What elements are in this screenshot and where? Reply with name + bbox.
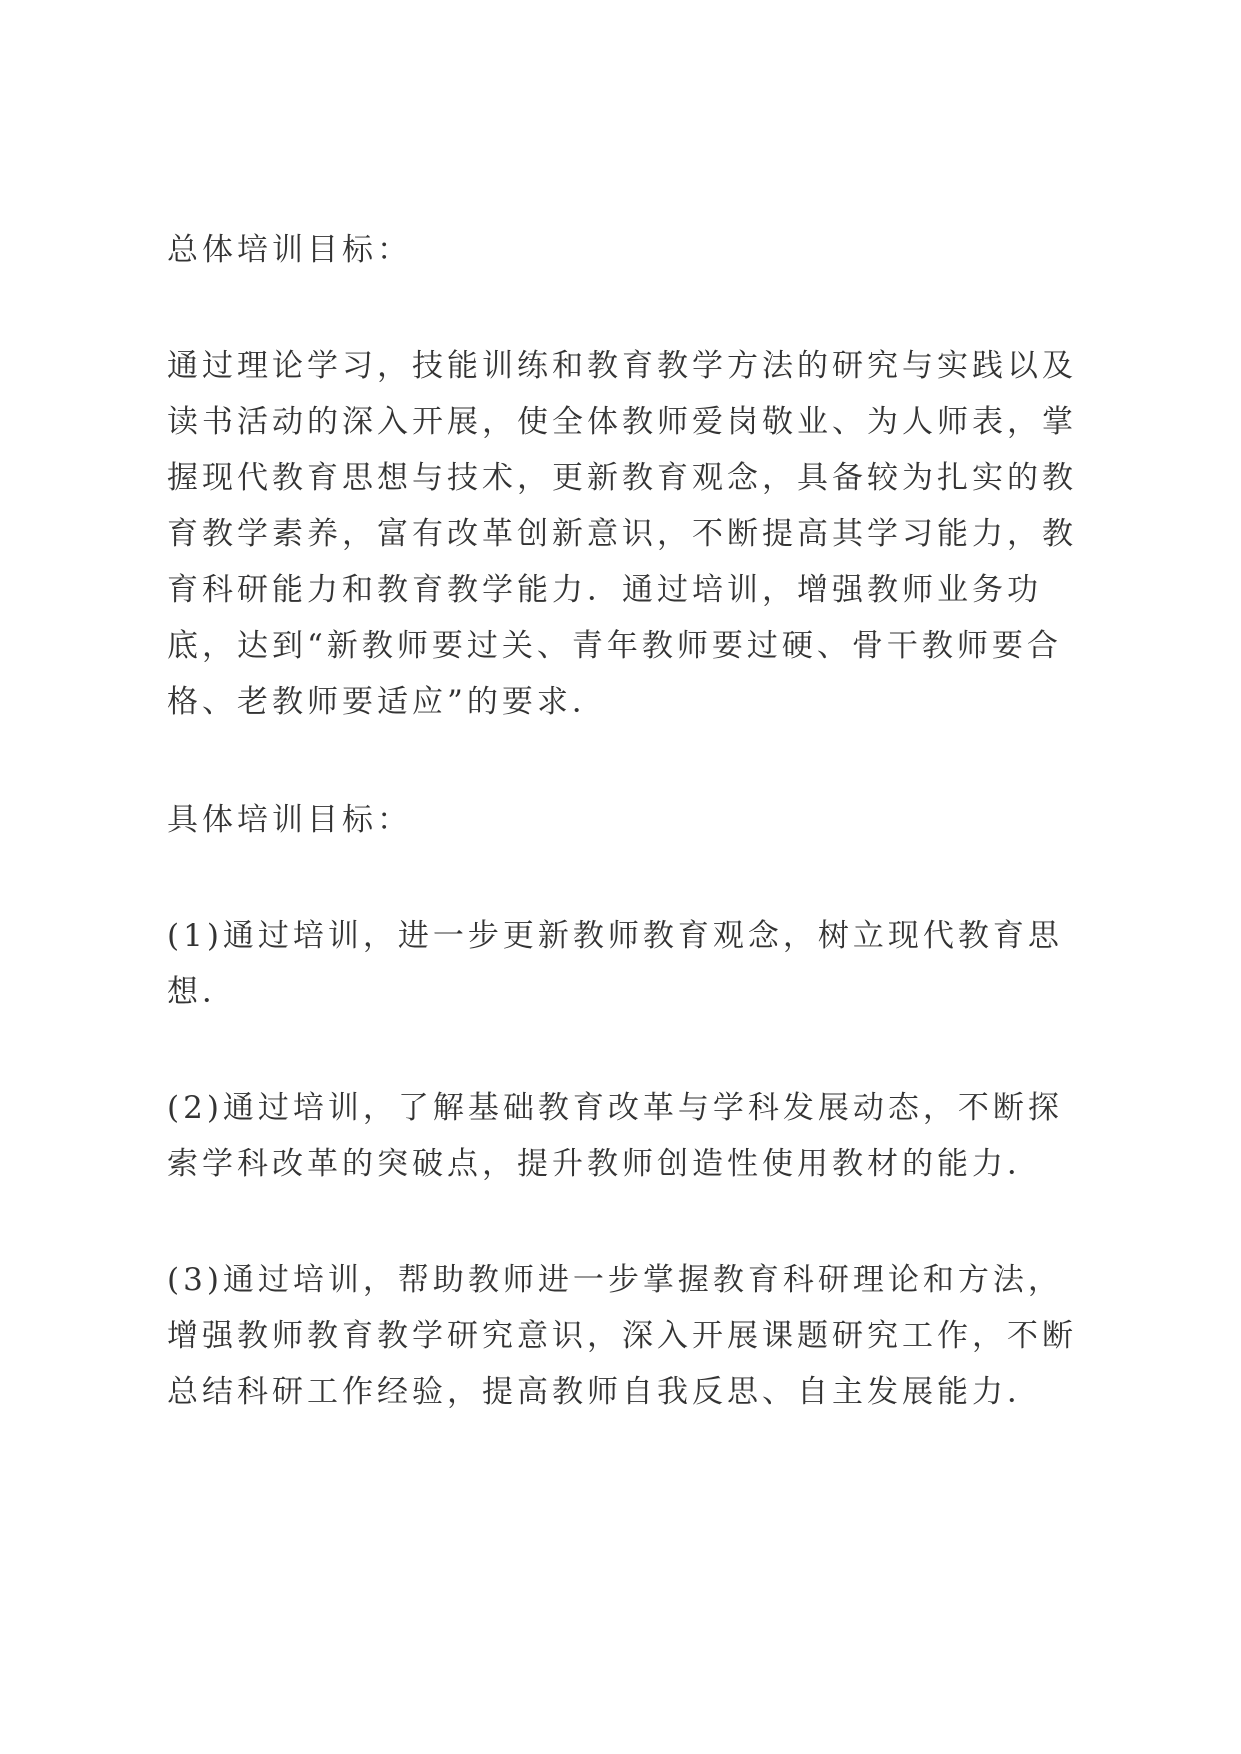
specific-goal-item-2: (2)通过培训，了解基础教育改革与学科发展动态，不断探索学科改革的突破点，提升教师创造性使用教材的能力． xyxy=(167,1090,1063,1182)
specific-goal-item-3: (3)通过培训，帮助教师进一步掌握教育科研理论和方法，增强教师教育教学研究意识，深入开展课题研究工作，不断总结科研工作经验，提高教师自我反思、自主发展能力． xyxy=(167,1262,1077,1410)
specific-goal-item-1: (1)通过培训，进一步更新教师教育观念，树立现代教育思想． xyxy=(167,918,1063,1010)
spacer xyxy=(167,1192,1097,1252)
specific-goals-heading: 具体培训目标： xyxy=(167,802,412,838)
general-goals-paragraph: 通过理论学习，技能训练和教育教学方法的研究与实践以及读书活动的深入开展，使全体教师爱岗敬业、为人师表，掌握现代教育思想与技术，更新教育观念，具备较为扎实的教育教学素养，富有改革创新意识，不断提高其学习能力，教育科研能力和教育教学能力．通过培训，增强教师业务功底，达到“新教师要过关、青年教师要过硬、骨干教师要合格、老教师要适应”的要求． xyxy=(167,348,1077,720)
spacer xyxy=(167,278,1097,338)
general-goals-heading: 总体培训目标： xyxy=(167,232,412,268)
spacer xyxy=(167,848,1097,908)
document-body xyxy=(167,222,1097,1420)
spacer xyxy=(167,730,1097,792)
spacer xyxy=(167,1020,1097,1080)
